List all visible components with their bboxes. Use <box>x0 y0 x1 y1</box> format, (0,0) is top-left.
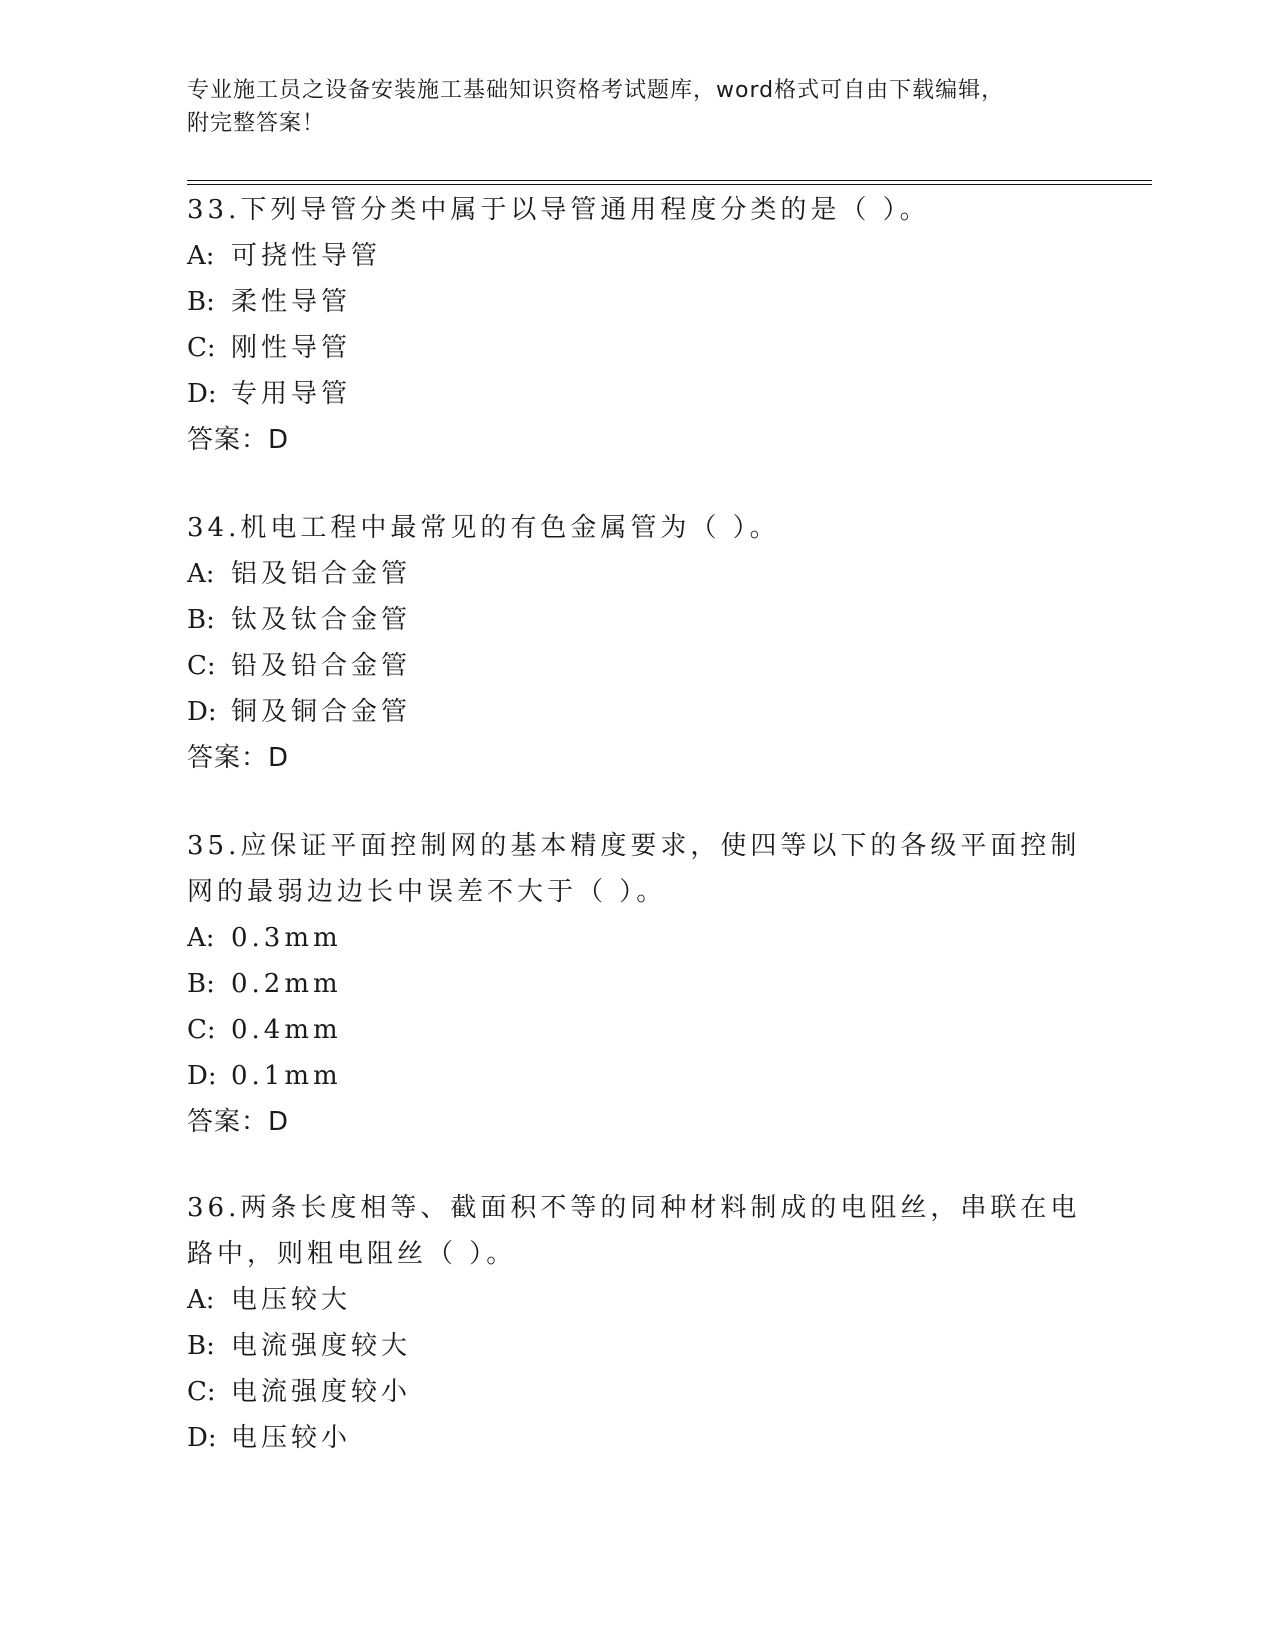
header-line-1: 专业施工员之设备安装施工基础知识资格考试题库，word格式可自由下载编辑， <box>187 78 1005 103</box>
option-text: 0.4mm <box>231 1015 342 1045</box>
option-d <box>187 689 1087 735</box>
header-divider-bottom <box>187 184 1152 185</box>
option-b <box>187 961 1087 1007</box>
option-text: 电压较小 <box>231 1423 352 1453</box>
option-text: 可挠性导管 <box>231 241 382 271</box>
question-stem: 35.应保证平面控制网的基本精度要求，使四等以下的各级平面控制网的最弱边边长中误差不大于（ ）。 <box>187 831 1081 907</box>
option-text: 铅及铅合金管 <box>231 651 412 681</box>
option-text: 电流强度较大 <box>231 1331 412 1361</box>
question-36 <box>187 1185 1087 1461</box>
option-c <box>187 325 1087 371</box>
option-c <box>187 1369 1087 1415</box>
option-text: 0.1mm <box>231 1061 342 1091</box>
option-text: 0.3mm <box>231 923 342 953</box>
option-c <box>187 643 1087 689</box>
option-text: 刚性导管 <box>231 333 352 363</box>
option-a <box>187 915 1087 961</box>
option-letter: A: <box>187 923 215 953</box>
option-b <box>187 597 1087 643</box>
option-c <box>187 1007 1087 1053</box>
question-stem: 36.两条长度相等、截面积不等的同种材料制成的电阻丝，串联在电路中，则粗电阻丝（ ）。 <box>187 1193 1081 1269</box>
option-text: 专用导管 <box>231 379 352 409</box>
option-text: 铜及铜合金管 <box>231 697 412 727</box>
answer-line: 答案：D <box>187 1107 290 1137</box>
option-letter: C: <box>187 1015 216 1045</box>
document-header <box>187 74 1087 140</box>
option-text: 柔性导管 <box>231 287 352 317</box>
option-letter: A: <box>187 1285 215 1315</box>
option-letter: C: <box>187 1377 216 1407</box>
option-letter: D: <box>187 1423 217 1453</box>
option-d <box>187 1415 1087 1461</box>
answer-line: 答案：D <box>187 743 290 773</box>
option-letter: A: <box>187 559 215 589</box>
option-letter: D: <box>187 697 217 727</box>
option-letter: A: <box>187 241 215 271</box>
option-letter: B: <box>187 287 215 317</box>
option-text: 铝及铝合金管 <box>231 559 412 589</box>
answer-line: 答案：D <box>187 425 290 455</box>
option-letter: D: <box>187 1061 217 1091</box>
option-a <box>187 551 1087 597</box>
header-line-2: 附完整答案！ <box>187 111 326 136</box>
option-b <box>187 1323 1087 1369</box>
option-text: 钛及钛合金管 <box>231 605 412 635</box>
option-d <box>187 1053 1087 1099</box>
option-letter: D: <box>187 379 217 409</box>
question-34 <box>187 505 1087 781</box>
option-letter: C: <box>187 651 216 681</box>
option-b <box>187 279 1087 325</box>
option-text: 电流强度较小 <box>231 1377 412 1407</box>
option-d <box>187 371 1087 417</box>
question-stem: 33.下列导管分类中属于以导管通用程度分类的是（ ）。 <box>187 195 930 225</box>
question-33 <box>187 187 1087 463</box>
header-divider-top <box>187 180 1152 181</box>
option-a <box>187 233 1087 279</box>
option-letter: B: <box>187 605 215 635</box>
question-stem: 34.机电工程中最常见的有色金属管为（ ）。 <box>187 513 780 543</box>
option-text: 0.2mm <box>231 969 342 999</box>
option-letter: B: <box>187 1331 215 1361</box>
question-35 <box>187 823 1087 1145</box>
option-text: 电压较大 <box>231 1285 352 1315</box>
option-letter: B: <box>187 969 215 999</box>
option-letter: C: <box>187 333 216 363</box>
option-a <box>187 1277 1087 1323</box>
